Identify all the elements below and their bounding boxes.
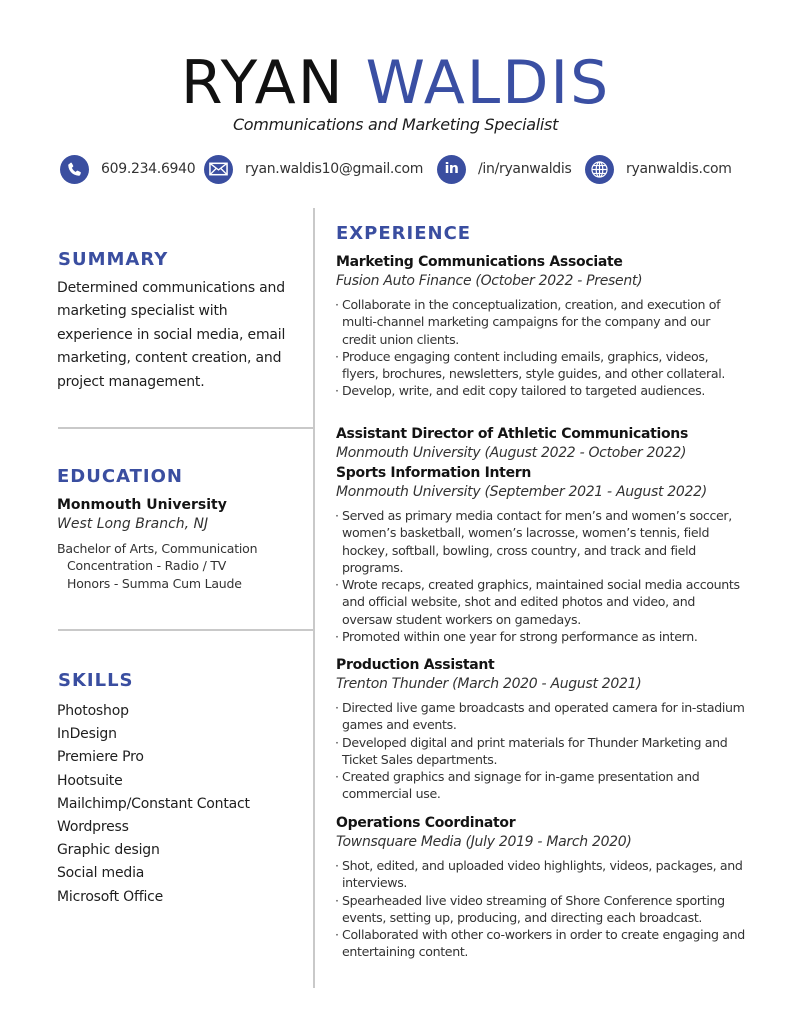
summary-text: Determined communications and marketing specialist with experience in social media, email marketing, content creation, and project management. bbox=[57, 280, 286, 390]
linkedin-icon: in bbox=[437, 155, 466, 184]
job-bullet: · Collaborated with other co-workers in order to create engaging and entertaining content. bbox=[336, 926, 746, 961]
job-title: Production Assistant bbox=[336, 657, 495, 673]
job-organization: Fusion Auto Finance (October 2022 - Present) bbox=[336, 273, 643, 289]
job-organization: Townsquare Media (July 2019 - March 2020) bbox=[336, 834, 632, 850]
skill-item: Hootsuite bbox=[57, 772, 123, 789]
job-bullet: · Directed live game broadcasts and operated camera for in-stadium games and events. bbox=[336, 699, 746, 734]
email-address: ryan.waldis10@gmail.com bbox=[245, 161, 424, 177]
job-title: Assistant Director of Athletic Communications bbox=[336, 426, 689, 442]
skill-item: InDesign bbox=[57, 726, 117, 743]
job-bullets bbox=[336, 857, 746, 961]
job-bullet: · Spearheaded live video streaming of Shore Conference sporting events, setting up, producing, and directing each broadcast. bbox=[336, 892, 746, 927]
education-heading: EDUCATION bbox=[57, 466, 183, 487]
column-divider bbox=[313, 208, 315, 988]
job-organization-secondary: Monmouth University (September 2021 - August 2022) bbox=[336, 484, 707, 500]
skill-item: Graphic design bbox=[57, 842, 160, 859]
skill-item: Wordpress bbox=[57, 819, 129, 836]
job-bullets bbox=[336, 507, 746, 645]
education-honors: Honors - Summa Cum Laude bbox=[67, 575, 242, 591]
last-name: WALDIS bbox=[365, 48, 611, 118]
website-url: ryanwaldis.com bbox=[626, 161, 732, 177]
experience-heading: EXPERIENCE bbox=[336, 223, 472, 244]
education-degree: Bachelor of Arts, Communication bbox=[57, 541, 258, 556]
skills-list bbox=[57, 700, 250, 909]
experience-entry bbox=[336, 813, 746, 961]
experience-entry bbox=[336, 424, 746, 645]
experience-entry bbox=[336, 252, 746, 400]
job-bullet: · Wrote recaps, created graphics, maintained social media accounts and official website, shot and edited photos and video, and oversaw student workers on gamedays. bbox=[336, 576, 746, 628]
section-divider bbox=[58, 427, 313, 429]
job-title: Operations Coordinator bbox=[336, 815, 516, 831]
education-details bbox=[57, 540, 257, 592]
job-bullet: · Developed digital and print materials for Thunder Marketing and Ticket Sales departments. bbox=[336, 734, 746, 769]
job-title-secondary: Sports Information Intern bbox=[336, 465, 532, 481]
section-divider bbox=[58, 629, 313, 631]
job-bullet: · Collaborate in the conceptualization, creation, and execution of multi-channel marketing campaigns for the company and our credit union clients. bbox=[336, 296, 746, 348]
phone-icon bbox=[60, 155, 89, 184]
job-bullet: · Produce engaging content including emails, graphics, videos, flyers, brochures, newsletters, style guides, and other collateral. bbox=[336, 348, 746, 383]
job-organization: Monmouth University (August 2022 - October 2022) bbox=[336, 445, 687, 461]
job-bullet: · Shot, edited, and uploaded video highlights, videos, packages, and interviews. bbox=[336, 857, 746, 892]
skill-item: Photoshop bbox=[57, 703, 129, 719]
job-bullets bbox=[336, 699, 746, 803]
skill-item: Mailchimp/Constant Contact bbox=[57, 795, 250, 812]
experience-entry bbox=[336, 655, 746, 803]
contact-bar bbox=[0, 154, 791, 186]
job-tagline: Communications and Marketing Specialist bbox=[232, 115, 559, 134]
skill-item: Premiere Pro bbox=[57, 749, 144, 766]
job-bullets bbox=[336, 296, 746, 400]
globe-icon bbox=[585, 155, 614, 184]
skills-heading: SKILLS bbox=[58, 670, 134, 691]
education-concentration: Concentration - Radio / TV bbox=[67, 558, 227, 574]
first-name: RYAN bbox=[180, 48, 345, 118]
contact-email[interactable] bbox=[204, 154, 423, 184]
envelope-icon bbox=[204, 155, 233, 184]
job-organization: Trenton Thunder (March 2020 - August 2021) bbox=[336, 676, 642, 692]
phone-number: 609.234.6940 bbox=[101, 161, 196, 177]
skill-item: Social media bbox=[57, 865, 145, 882]
contact-phone[interactable] bbox=[60, 154, 195, 184]
job-bullet: · Served as primary media contact for men’s and women’s soccer, women’s basketball, women’s lacrosse, women’s tennis, field hockey, softball, bowling, cross country, and track and field programs. bbox=[336, 507, 746, 576]
summary-heading: SUMMARY bbox=[58, 249, 169, 270]
job-bullet: · Created graphics and signage for in-game presentation and commercial use. bbox=[336, 768, 746, 803]
job-title: Marketing Communications Associate bbox=[336, 254, 623, 270]
candidate-name bbox=[0, 48, 791, 118]
job-bullet: · Develop, write, and edit copy tailored to targeted audiences. bbox=[336, 382, 746, 399]
skill-item: Microsoft Office bbox=[57, 888, 164, 905]
linkedin-handle: /in/ryanwaldis bbox=[478, 161, 572, 177]
education-school: Monmouth University bbox=[57, 497, 227, 513]
contact-website[interactable] bbox=[585, 154, 732, 184]
job-bullet: · Promoted within one year for strong performance as intern. bbox=[336, 628, 746, 645]
contact-linkedin[interactable] bbox=[437, 154, 571, 184]
education-location: West Long Branch, NJ bbox=[57, 516, 209, 532]
